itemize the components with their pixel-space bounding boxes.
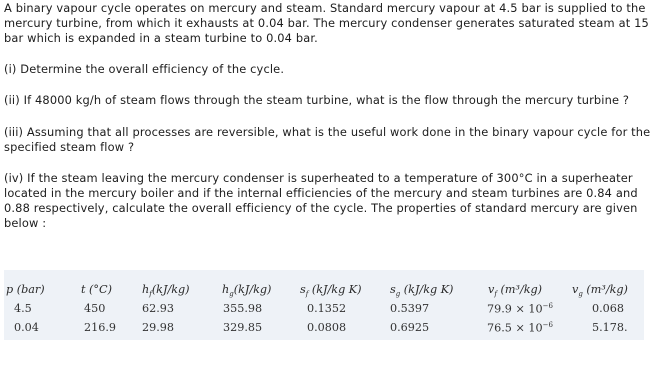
question-4-line-1: (iv) If the steam leaving the mercury condenser is superheated to a temperature of 300°C in a superheater xyxy=(4,171,633,185)
cell-vf: $76.5 \times 10^{-6}$ xyxy=(487,321,553,335)
header-hg: $h_g(kJ/kg)$ xyxy=(222,283,272,299)
header-vf: $v_f$ (m³/kg) xyxy=(488,283,543,299)
header-vg: $v_g$ (m³/kg) xyxy=(572,283,628,299)
cell-vg: 0.068 xyxy=(592,302,625,315)
question-2: (ii) If 48000 kg/h of steam flows through the steam turbine, what is the flow through the mercury turbine ? xyxy=(4,93,630,107)
cell-sf: 0.0808 xyxy=(307,321,347,334)
mercury-properties-table xyxy=(4,270,644,340)
cell-p: 0.04 xyxy=(14,321,39,334)
question-1: (i) Determine the overall efficiency of the cycle. xyxy=(4,62,285,76)
cell-hf: 29.98 xyxy=(142,321,175,334)
cell-vg: 5.178. xyxy=(592,321,628,334)
question-3-line-2: specified steam flow ? xyxy=(4,140,135,154)
cell-p: 4.5 xyxy=(14,302,32,315)
question-4-line-4: below : xyxy=(4,216,47,230)
question-3-line-1: (iii) Assuming that all processes are reversible, what is the useful work done in the binary vapour cycle for the xyxy=(4,125,651,139)
cell-vf: $79.9 \times 10^{-6}$ xyxy=(487,302,553,316)
problem-line-1: A binary vapour cycle operates on mercury and steam. Standard mercury vapour at 4.5 bar is supplied to the xyxy=(4,1,646,15)
cell-hg: 329.85 xyxy=(223,321,263,334)
header-temperature: t (°C) xyxy=(81,283,112,296)
cell-sg: 0.6925 xyxy=(390,321,430,334)
cell-hf: 62.93 xyxy=(142,302,175,315)
cell-sf: 0.1352 xyxy=(307,302,347,315)
question-4-line-2: located in the mercury boiler and if the internal efficiencies of the mercury and steam turbines are 0.84 and xyxy=(4,186,638,200)
header-hf: $h_f(kJ/kg)$ xyxy=(142,283,190,299)
header-pressure: p (bar) xyxy=(6,283,45,296)
cell-t: 216.9 xyxy=(84,321,117,334)
problem-line-3: bar which is expanded in a steam turbine to 0.04 bar. xyxy=(4,31,318,45)
cell-t: 450 xyxy=(84,302,106,315)
problem-line-2: mercury turbine, from which it exhausts at 0.04 bar. The mercury condenser generates saturated steam at 15 xyxy=(4,16,649,30)
question-4-line-3: 0.88 respectively, calculate the overall efficiency of the cycle. The properties of standard mercury are given xyxy=(4,201,638,215)
cell-hg: 355.98 xyxy=(223,302,263,315)
header-sg: $s_g$ (kJ/kg K) xyxy=(390,283,454,299)
cell-sg: 0.5397 xyxy=(390,302,430,315)
header-sf: $s_f$ (kJ/kg K) xyxy=(300,283,362,299)
